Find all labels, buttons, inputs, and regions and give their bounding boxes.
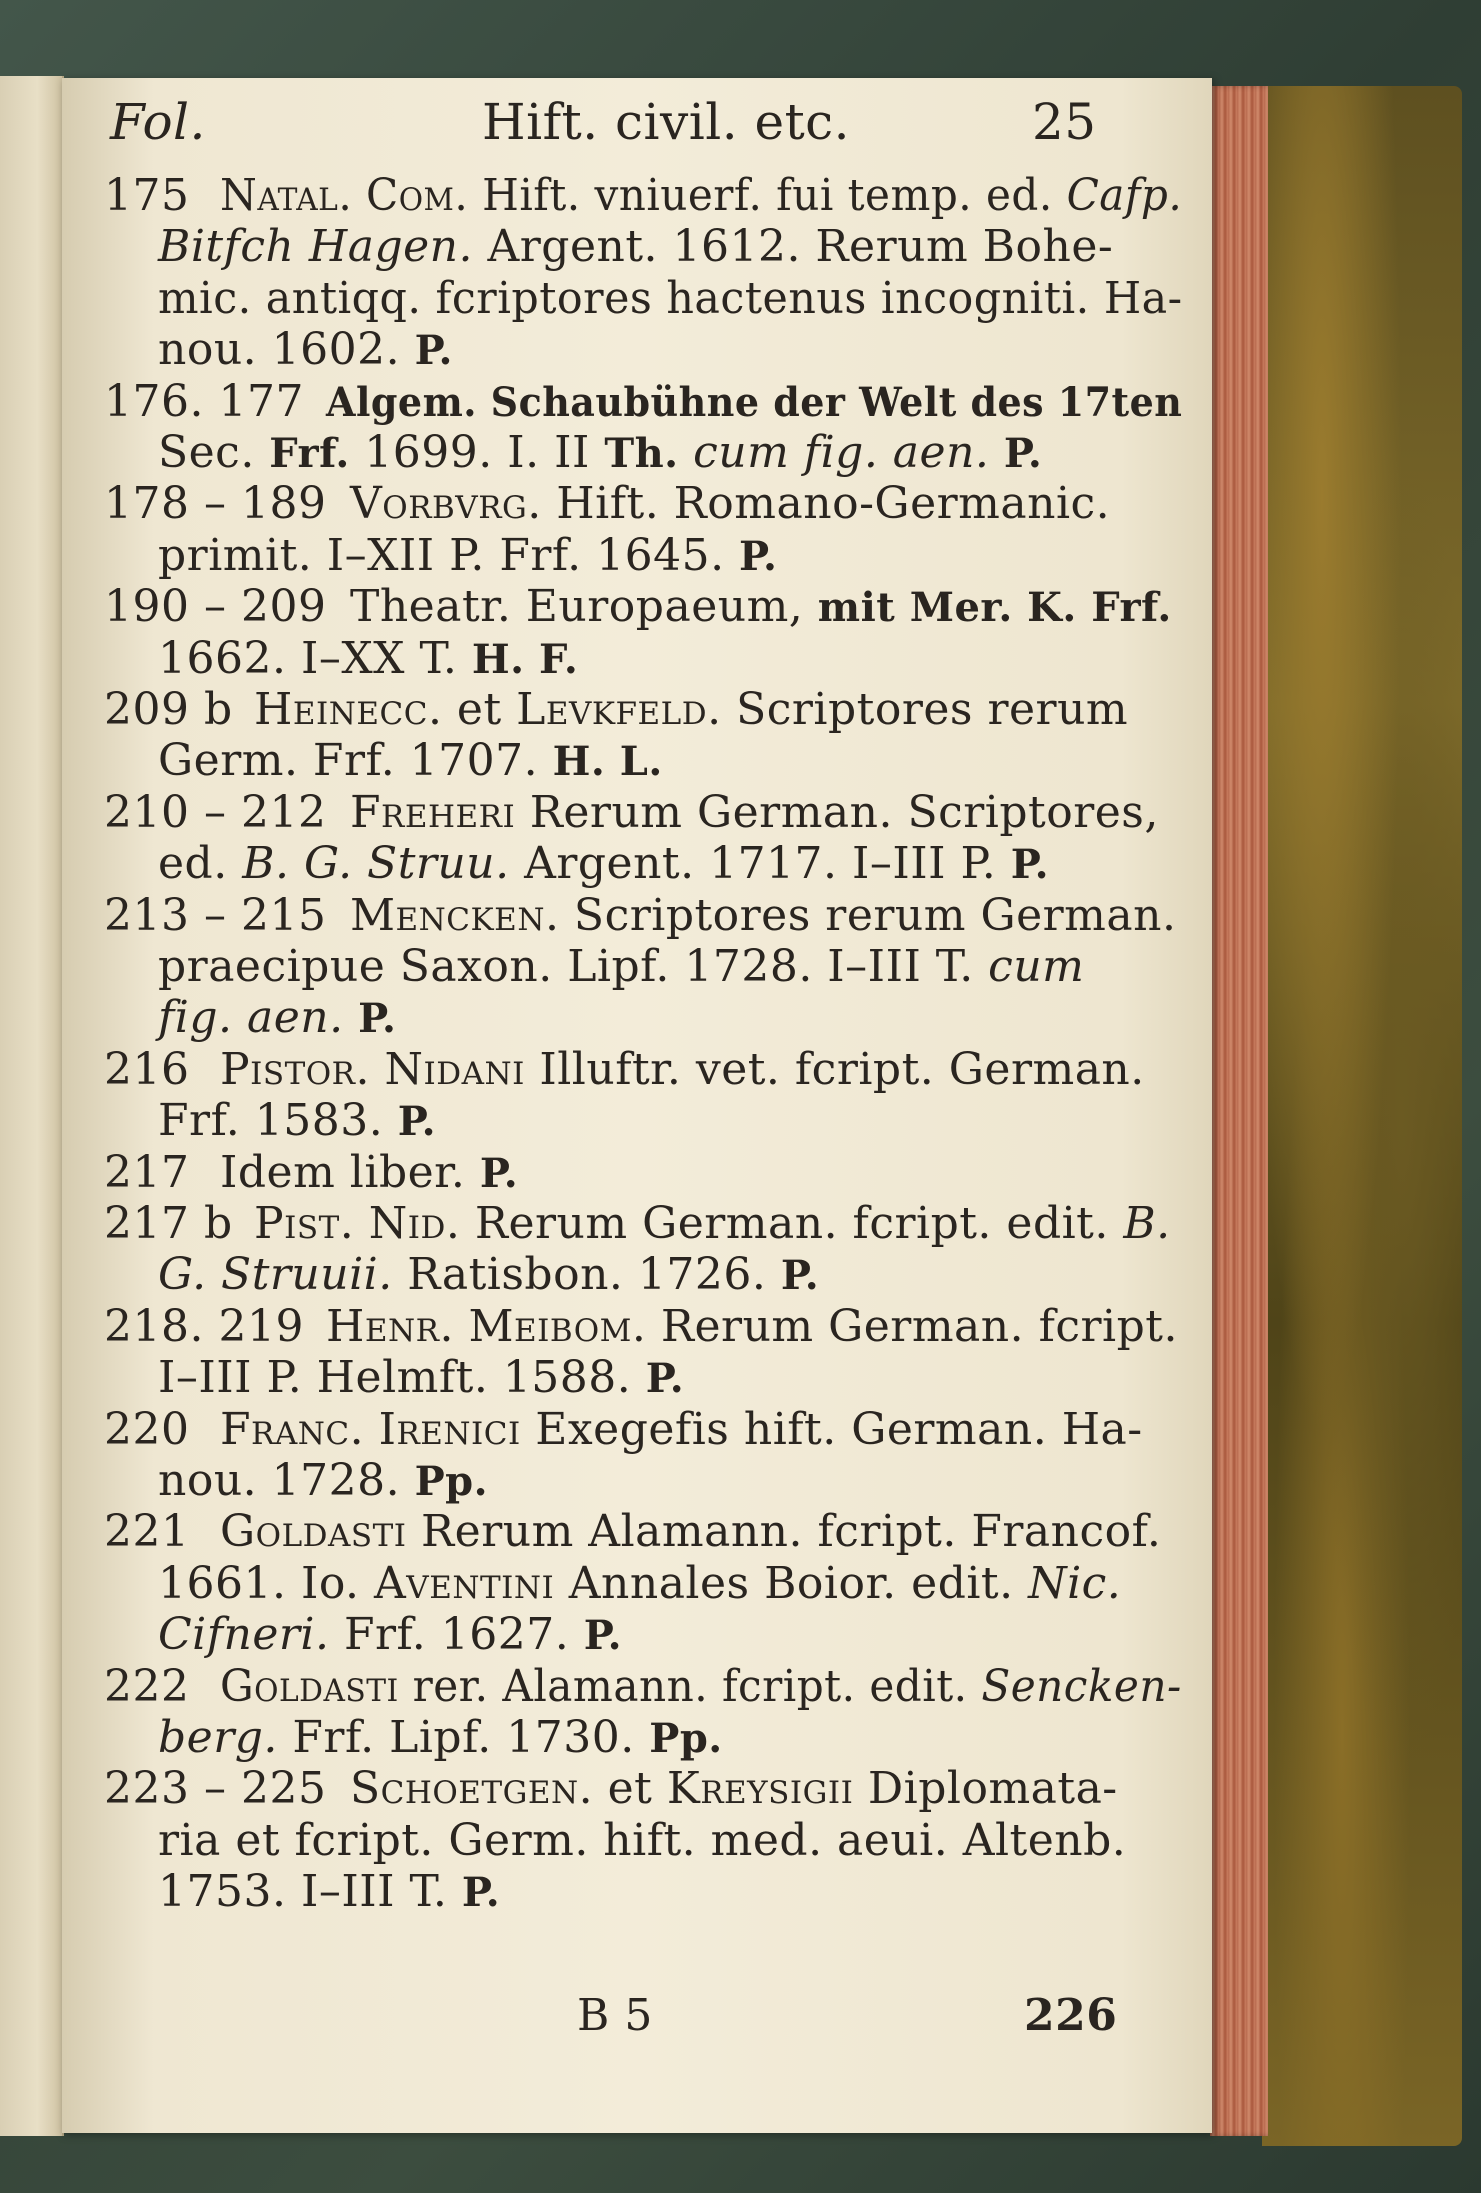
entry-line	[158, 1455, 488, 1508]
text-run: cum	[988, 941, 1085, 992]
text-run: Rerum Alamann. fcript. Francof.	[406, 1506, 1162, 1558]
entry-line	[158, 633, 578, 686]
text-run: H. L.	[552, 738, 663, 786]
entry-number: 218. 219	[104, 1300, 304, 1352]
entry-number: 176. 177	[104, 375, 304, 427]
text-run: H. F.	[471, 635, 579, 683]
text-run: Illuftr. vet. fcript. German.	[524, 1043, 1145, 1095]
header-fol: Fol.	[110, 93, 206, 151]
text-run: Scriptores rerum German.	[559, 889, 1177, 941]
text-run: I–III P. Helmft. 1588.	[158, 1352, 646, 1404]
text-run: et	[593, 1763, 667, 1815]
entry-line	[158, 1558, 1121, 1610]
text-run: P.	[358, 995, 397, 1043]
text-run: Mencken.	[350, 889, 560, 941]
text-run: B. G. Struu.	[242, 838, 510, 890]
text-run: P.	[414, 327, 453, 375]
entry-line	[254, 1198, 1171, 1250]
text-run: Frf.	[269, 430, 350, 477]
text-run: Sencken-	[981, 1660, 1182, 1712]
text-run: P.	[645, 1355, 685, 1403]
text-run: Pistor. Nidani	[220, 1043, 525, 1095]
text-run: Ratisbon. 1726.	[392, 1249, 781, 1301]
entry-line	[158, 221, 1113, 273]
entry-number: 221	[104, 1506, 190, 1558]
entry-number: 178 – 189	[104, 478, 327, 530]
entry-line	[158, 1095, 436, 1148]
entry-line	[220, 1661, 1182, 1713]
text-run: P.	[1003, 430, 1043, 477]
entry-number: 216	[104, 1043, 190, 1095]
entry-line	[158, 1815, 1126, 1867]
text-run: Rerum German. fcript. edit.	[460, 1198, 1124, 1249]
entry-line	[220, 170, 1182, 222]
entry-number: 222	[104, 1660, 190, 1712]
text-run: Bitfch Hagen.	[158, 221, 473, 273]
text-run: Vorbvrg.	[350, 478, 542, 530]
text-run: ria et fcript. Germ. hift. med. aeui. Altenb.	[158, 1814, 1127, 1866]
entry-number: 223 – 225	[104, 1763, 327, 1815]
book-page	[62, 78, 1212, 2133]
text-run: primit. I–XII P. Frf. 1645.	[158, 529, 740, 581]
text-run: berg.	[158, 1712, 278, 1763]
text-run: praecipue Saxon. Lipf. 1728. I–III T.	[158, 941, 989, 992]
text-run: Theatr. Europaeum,	[350, 581, 818, 633]
entry-line	[158, 530, 777, 583]
entry-line	[158, 1609, 622, 1662]
text-run: mic. antiqq. fcriptores hactenus incogniti. Ha-	[158, 272, 1183, 324]
text-run: Pp.	[414, 1458, 489, 1505]
text-run: Pist. Nid.	[254, 1198, 461, 1249]
text-run: Exegefis hift. German. Ha-	[520, 1403, 1143, 1455]
text-run: Freheri	[350, 786, 516, 838]
entry-line	[220, 1147, 518, 1200]
text-run: Diplomata-	[853, 1763, 1118, 1815]
entry-line	[220, 1404, 1143, 1456]
page-edges	[1210, 86, 1268, 2136]
text-run: B.	[1123, 1198, 1171, 1249]
entry-line	[158, 1352, 684, 1405]
text-run: G. Struuii.	[158, 1249, 393, 1301]
text-run: cum fig. aen.	[693, 427, 990, 478]
text-run: Scriptores rerum	[721, 684, 1129, 735]
entry-line	[158, 838, 1049, 891]
entry-number: 210 – 212	[104, 786, 327, 838]
previous-page-edge	[0, 76, 64, 2136]
text-run: Algem. Schaubühne der Welt des 17ten	[326, 378, 1183, 426]
text-run	[679, 427, 694, 478]
entry-number: 209 b	[104, 684, 233, 735]
page-number: 25	[1032, 93, 1097, 151]
signature-mark: B 5	[577, 1990, 653, 2041]
entry-line	[158, 1712, 723, 1765]
text-run: P.	[583, 1612, 623, 1660]
text-run: Levkfeld.	[516, 684, 722, 735]
entry-line	[350, 1763, 1118, 1815]
text-run: 1753. I–III T.	[158, 1866, 462, 1918]
entry-number: 175	[104, 170, 190, 221]
text-run: nou. 1602.	[158, 324, 415, 376]
text-run: rer. Alamann. fcript. edit.	[398, 1660, 982, 1712]
text-run: Natal. Com.	[220, 170, 469, 221]
entry-line	[158, 735, 663, 788]
text-run: P.	[780, 1252, 820, 1300]
text-run: Cafp.	[1066, 170, 1183, 221]
text-run: Th.	[604, 430, 679, 477]
entry-number: 213 – 215	[104, 889, 327, 941]
text-run: Cifneri.	[158, 1609, 330, 1661]
entry-line	[350, 581, 1172, 634]
header-title: Hift. civil. etc.	[482, 93, 851, 151]
text-run: Hift. vniuerf. fui temp. ed.	[468, 170, 1067, 221]
entry-line	[254, 684, 1128, 736]
entry-line	[158, 324, 453, 377]
text-run: Rerum German. fcript.	[646, 1300, 1178, 1352]
text-run: fig. aen.	[158, 992, 344, 1044]
text-run: Frf. 1627.	[329, 1609, 584, 1661]
entry-line	[158, 427, 1042, 480]
text-run: Frf. Lipf. 1730.	[277, 1712, 650, 1763]
entry-line	[220, 1506, 1161, 1558]
entry-line	[158, 992, 396, 1045]
entry-line	[158, 1866, 500, 1919]
text-run: Heinecc.	[254, 684, 443, 735]
text-run: P.	[1010, 841, 1050, 889]
entry-line	[158, 941, 1084, 993]
text-run	[989, 427, 1004, 478]
entry-line	[326, 376, 1182, 429]
text-run: Hift. Romano-Germanic.	[541, 478, 1111, 530]
entry-number: 217 b	[104, 1198, 233, 1249]
text-run: nou. 1728.	[158, 1455, 415, 1506]
text-run: Goldasti	[220, 1660, 399, 1712]
entry-line	[350, 478, 1110, 530]
text-run: 1661. Io.	[158, 1557, 375, 1609]
entry-number: 220	[104, 1403, 190, 1455]
text-run: ed.	[158, 838, 243, 890]
entry-line	[350, 787, 1159, 839]
text-run: Schoetgen.	[350, 1763, 594, 1815]
entry-line	[220, 1044, 1145, 1096]
text-run: Frf. 1583.	[158, 1095, 398, 1147]
text-run: Pp.	[649, 1715, 723, 1762]
entry-line	[158, 1249, 819, 1302]
text-run: Rerum German. Scriptores,	[515, 786, 1159, 838]
text-run: P.	[739, 532, 778, 580]
text-run: Franc. Irenici	[220, 1403, 521, 1455]
text-run: Argent. 1612. Rerum Bohe-	[472, 221, 1114, 273]
text-run: mit Mer. K. Frf.	[817, 584, 1172, 632]
entry-number: 190 – 209	[104, 581, 327, 633]
text-run: P.	[397, 1098, 437, 1146]
text-run: Argent. 1717. I–III P.	[509, 838, 1011, 890]
text-run: et	[442, 684, 517, 735]
text-run: Idem liber.	[220, 1146, 480, 1198]
marbled-cover	[1262, 86, 1462, 2146]
text-run: Germ. Frf. 1707.	[158, 735, 553, 787]
text-run: P.	[479, 1149, 519, 1197]
text-run: Kreysigii	[666, 1763, 854, 1815]
text-run: Goldasti	[220, 1506, 407, 1558]
text-run: Annales Boior. edit.	[554, 1557, 1029, 1609]
entry-line	[158, 273, 1183, 325]
text-run: 1662. I–XX T.	[158, 632, 472, 684]
text-run: P.	[461, 1869, 501, 1917]
catchword: 226	[1024, 1990, 1118, 2041]
entry-line	[350, 890, 1176, 942]
text-run: Sec.	[158, 427, 270, 478]
entry-number: 217	[104, 1146, 190, 1198]
text-run: Nic.	[1028, 1557, 1122, 1609]
text-run: Aventini	[374, 1557, 555, 1609]
text-run: Henr. Meibom.	[326, 1300, 647, 1352]
entry-line	[326, 1301, 1178, 1353]
text-run: 1699. I. II	[349, 427, 605, 478]
text-run	[344, 992, 359, 1043]
